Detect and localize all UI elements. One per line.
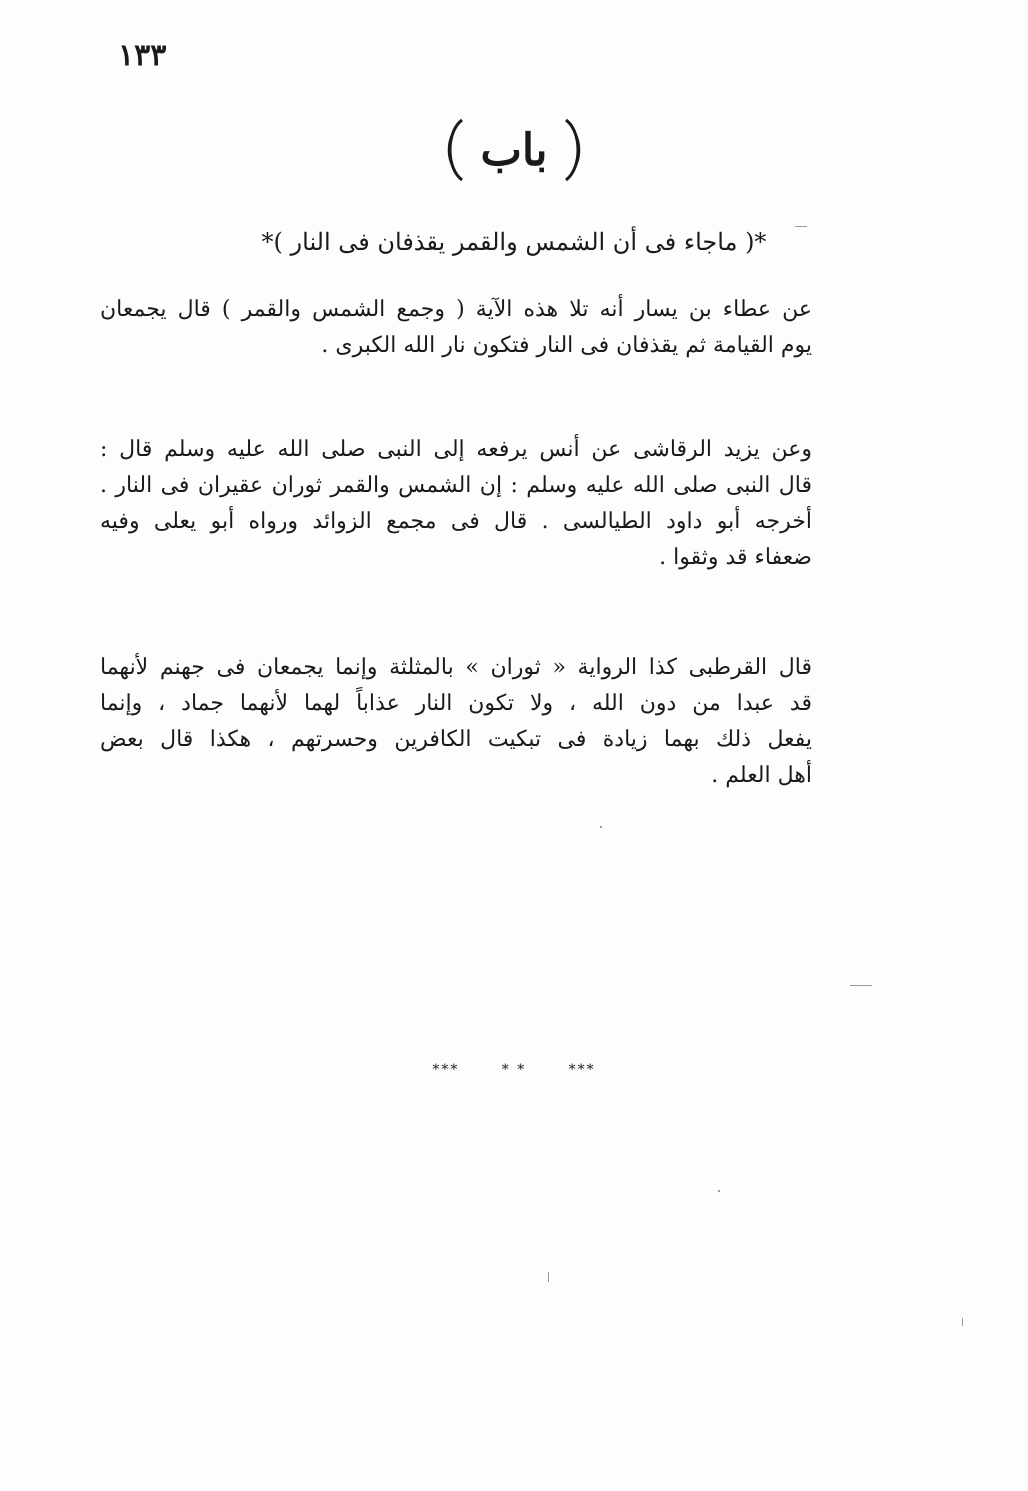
paragraph-line: قد عبدا من دون الله ، ولا تكون النار عذاباً لهما لأنهما جماد ، وإنما: [100, 691, 812, 716]
scan-speck: [850, 985, 872, 986]
page-number: ١٣٣: [118, 38, 167, 73]
paragraph-2: [100, 432, 812, 576]
paragraph-1: [100, 292, 812, 364]
paragraph-line: أخرجه أبو داود الطيالسى . قال فى مجمع الزوائد ورواه أبو يعلى وفيه: [100, 509, 812, 534]
divider-stars-right: ***: [568, 1062, 596, 1078]
scan-speck: [548, 1272, 549, 1282]
section-subtitle: *( ماجاء فى أن الشمس والقمر يقذفان فى النار )*: [261, 228, 767, 256]
paragraph-line: قال القرطبى كذا الرواية « ثوران » بالمثلثة وإنما يجمعان فى جهنم لأنهما: [100, 655, 812, 680]
left-bracket-ornament-icon: [440, 118, 466, 182]
right-bracket-ornament-icon: [562, 118, 588, 182]
paragraph-line: ضعفاء قد وثقوا .: [659, 545, 812, 570]
scan-speck: [718, 1190, 720, 1192]
section-divider: [0, 1062, 1028, 1078]
paragraph-line: يفعل ذلك بهما زيادة فى تبكيت الكافرين وحسرتهم ، هكذا قال بعض: [100, 727, 812, 752]
scan-speck: [795, 226, 807, 227]
divider-stars-center: * *: [501, 1062, 527, 1078]
paragraph-3: [100, 650, 812, 794]
paragraph-line: أهل العلم .: [711, 763, 812, 788]
chapter-heading: [0, 118, 1028, 186]
paragraph-line: يوم القيامة ثم يقذفان فى النار فتكون نار الله الكبرى .: [321, 333, 812, 358]
scan-speck: [962, 1318, 963, 1326]
divider-stars-left: ***: [432, 1062, 460, 1078]
chapter-title: باب: [480, 124, 548, 176]
scan-speck: [600, 826, 602, 828]
paragraph-line: وعن يزيد الرقاشى عن أنس يرفعه إلى النبى صلى الله عليه وسلم قال :: [100, 437, 812, 462]
paragraph-line: قال النبى صلى الله عليه وسلم : إن الشمس والقمر ثوران عقيران فى النار .: [100, 473, 812, 498]
paragraph-line: عن عطاء بن يسار أنه تلا هذه الآية ( وجمع الشمس والقمر ) قال يجمعان: [100, 297, 812, 322]
chapter-heading-frame: [440, 118, 587, 182]
